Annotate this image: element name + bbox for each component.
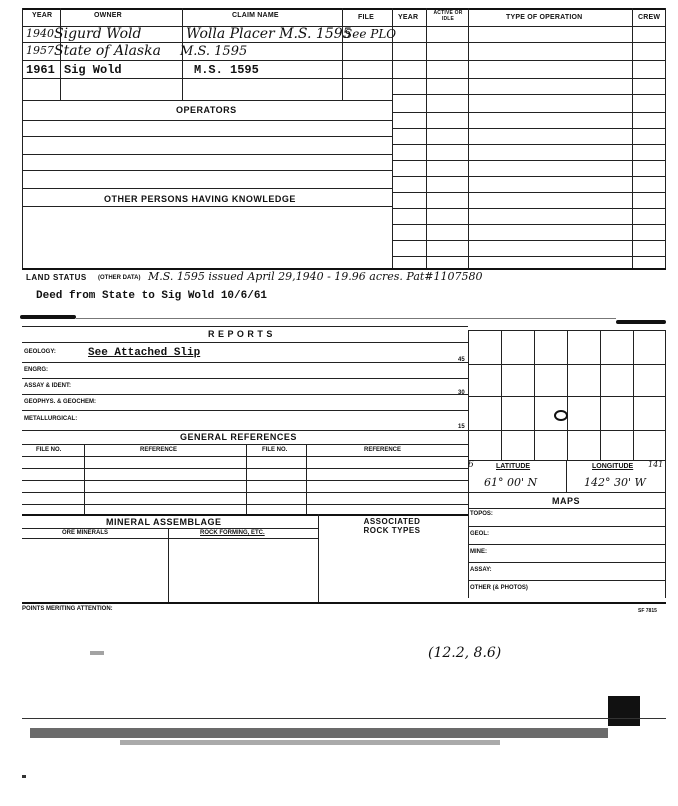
handwritten-note: (12.2, 8.6) [428, 645, 502, 661]
owner-row-3-claim: M.S. 1595 [194, 63, 259, 77]
other-persons-label: OTHER PERSONS HAVING KNOWLEDGE [104, 194, 296, 204]
maps-geol-label: GEOL: [470, 531, 489, 537]
form-number: SF 7815 [638, 608, 657, 614]
mineral-header-rock-forming: ROCK FORMING, ETC. [200, 530, 265, 536]
grid-number-45: 45 [458, 357, 465, 363]
land-status-handwritten: M.S. 1595 issued April 29,1940 - 19.96 acres. Pat#1107580 [148, 270, 483, 283]
general-references-label: GENERAL REFERENCES [180, 432, 297, 442]
grid-number-30: 30 [458, 390, 465, 396]
ref-header-reference: REFERENCE [140, 447, 178, 453]
header-crew: CREW [638, 14, 661, 21]
land-status-sublabel: (OTHER DATA) [98, 275, 141, 281]
report-assay-label: ASSAY & IDENT: [24, 383, 72, 389]
owner-row-1-owner: Sigurd Wold [54, 26, 142, 42]
maps-assay-label: ASSAY: [470, 567, 492, 573]
owner-row-3-year: 1961 [26, 63, 55, 77]
owner-row-1-year: 1940 [26, 27, 54, 40]
header-owner: OWNER [94, 12, 122, 19]
report-geophys-label: GEOPHYS. & GEOCHEM: [24, 399, 97, 405]
longitude-label: LONGITUDE [592, 463, 634, 470]
report-engrg-label: ENGRG: [24, 367, 48, 373]
grid-number-15: 15 [458, 424, 465, 430]
land-status-typed: Deed from State to Sig Wold 10/6/61 [36, 290, 268, 302]
header-file: FILE [358, 14, 374, 21]
maps-other-label: OTHER (& PHOTOS) [470, 585, 528, 591]
map-location-mark [554, 410, 568, 421]
header-active-or-idle: ACTIVE OR IDLE [433, 10, 463, 22]
maps-mine-label: MINE: [470, 549, 487, 555]
longitude-value: 142° 30' W [584, 476, 646, 489]
report-metallurgical-label: METALLURGICAL: [24, 416, 78, 422]
report-geology-label: GEOLOGY: [24, 349, 56, 355]
operators-label: OPERATORS [176, 105, 237, 115]
land-status [26, 270, 666, 310]
header-year: YEAR [32, 12, 53, 19]
lat-prefix: 6 [468, 460, 474, 470]
points-meriting-label: POINTS MERITING ATTENTION: [22, 606, 113, 612]
owner-row-3-owner: Sig Wold [64, 63, 122, 77]
reports-label: R E P O R T S [208, 329, 273, 339]
ref-header-reference-2: REFERENCE [364, 447, 402, 453]
associated-rock-types-label: ASSOCIATED ROCK TYPES [363, 517, 421, 535]
mineral-header-ore: ORE MINERALS [62, 530, 109, 536]
owner-row-1-claim: Wolla Placer M.S. 1595 [186, 26, 352, 42]
header-claim-name: CLAIM NAME [232, 12, 279, 19]
reports-block [22, 326, 468, 596]
maps-topos-label: TOPOS: [470, 511, 493, 517]
owner-row-1-file: See PLO [344, 27, 397, 41]
owner-row-2-claim: M.S. 1595 [180, 44, 248, 59]
mineral-assemblage-label: MINERAL ASSEMBLAGE [106, 517, 222, 527]
report-geology-value: See Attached Slip [88, 347, 201, 359]
latitude-value: 61° 00' N [484, 476, 538, 489]
land-status-label: LAND STATUS [26, 273, 87, 282]
map-block [468, 330, 666, 598]
header-year-2: YEAR [398, 14, 419, 21]
lon-suffix: 141 [648, 460, 664, 469]
ref-header-file-no: FILE NO. [36, 447, 62, 453]
header-type-of-operation: TYPE OF OPERATION [506, 14, 583, 21]
maps-label: MAPS [552, 496, 581, 506]
latitude-label: LATITUDE [496, 463, 531, 470]
top-table [22, 8, 666, 268]
owner-row-2-year: 1957 [26, 44, 54, 57]
ref-header-file-no-2: FILE NO. [262, 447, 288, 453]
owner-row-2-owner: State of Alaska [54, 43, 161, 59]
